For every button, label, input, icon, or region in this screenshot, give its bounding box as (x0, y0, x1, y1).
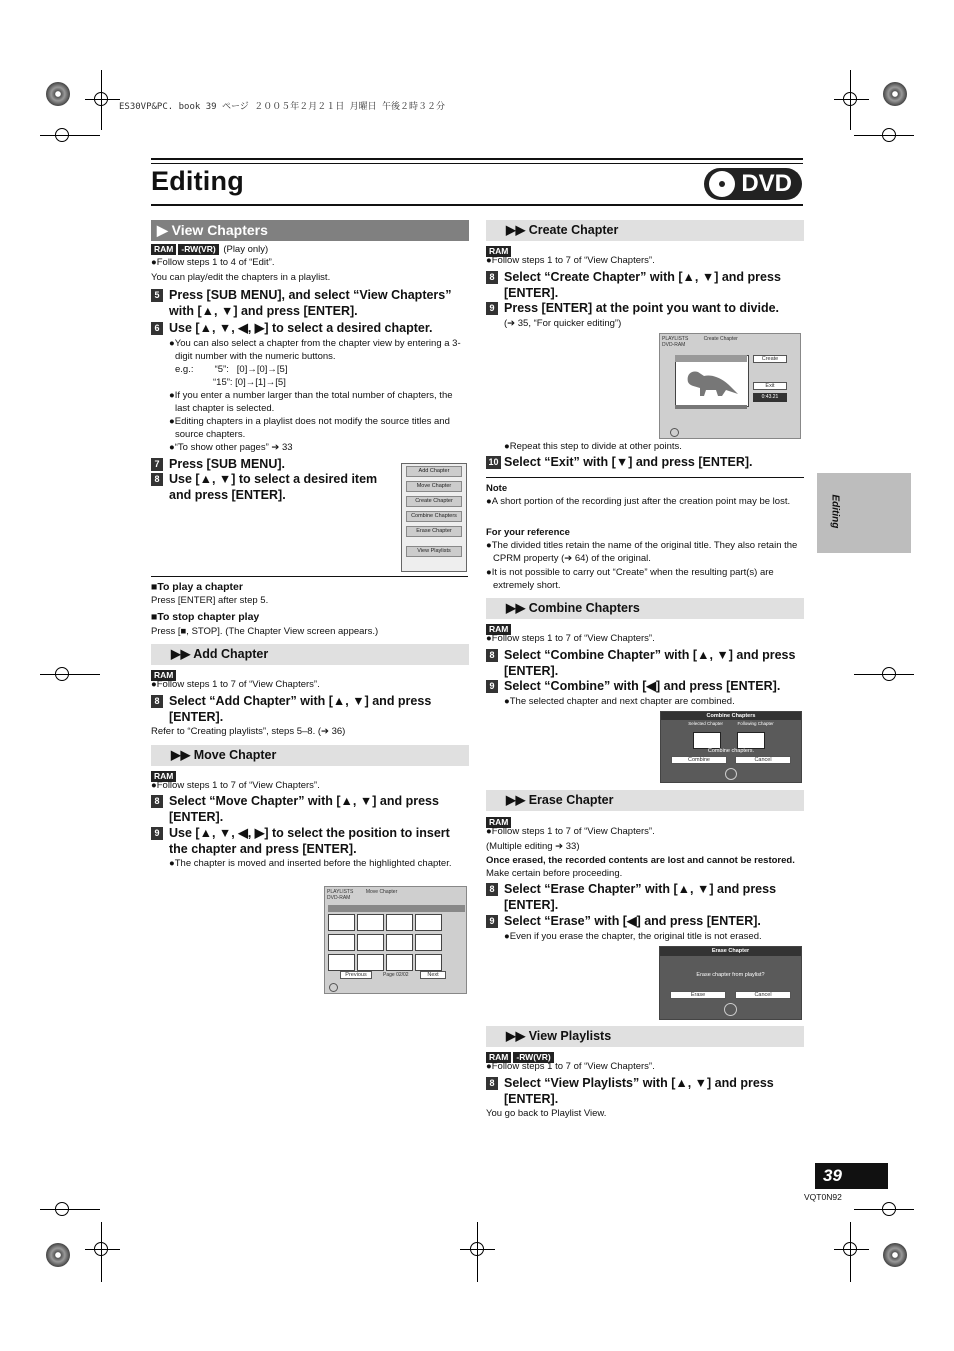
example-line: “15”: [0]→[1]→[5] (213, 377, 286, 388)
step-text: Use [▲, ▼, ◀, ▶] to select a desired chapter. (169, 321, 433, 335)
reference-1: ●The divided titles retain the name of the original title. They also retain the CPRM property (➔ 64) of the original. (486, 540, 798, 564)
step-text: Select “Add Chapter” with [▲, ▼] and press [ENTER]. (169, 694, 432, 724)
stop-chapter-text: Press [■, STOP]. (The Chapter View screen appears.) (151, 626, 379, 637)
reference-head: For your reference (486, 527, 570, 538)
screen-question: Combine chapters. (707, 748, 755, 754)
step-number: 8 (486, 883, 498, 896)
vc-step-8 (151, 472, 396, 503)
step-number: 8 (151, 473, 163, 486)
remote-icon (329, 983, 338, 992)
erase-warning-rest: Make certain before proceeding. (486, 868, 623, 879)
ram-badge: RAM (151, 244, 176, 255)
step-number: 9 (486, 915, 498, 928)
page-number: 39 (823, 1166, 842, 1185)
screen-page: Page 02/02 (383, 972, 409, 978)
step-text: Select “Create Chapter” with [▲, ▼] and press [ENTER]. (504, 270, 781, 300)
remote-icon (724, 1003, 737, 1016)
step-text: Select “Combine Chapter” with [▲, ▼] and press [ENTER]. (504, 648, 796, 678)
step-text: Press [SUB MENU]. (169, 457, 285, 471)
view-chapters-intro: You can play/edit the chapters in a playlist. (151, 272, 331, 283)
dinosaur-icon (682, 364, 740, 398)
create-chapter-ref: (➔ 35, “For quicker editing”) (504, 318, 622, 329)
remote-icon (670, 428, 679, 437)
step-text: Select “Combine” with [◀] and press [ENTER]. (504, 679, 781, 693)
ram-badge: RAM (486, 817, 511, 828)
erase-bullet: ●Even if you erase the chapter, the original title is not erased. (504, 931, 762, 942)
registration-disc-icon (883, 1243, 907, 1267)
erase-chapter-screen (659, 946, 802, 1020)
add-chapter-refer: Refer to “Creating playlists”, steps 5–8. (➔ 36) (151, 726, 346, 737)
step-text: Use [▲, ▼] to select a desired item and press [ENTER]. (169, 472, 378, 502)
step-text: Press [ENTER] at the point you want to divide. (504, 301, 780, 315)
move-step-9 (151, 826, 469, 857)
cancel-button: Cancel (735, 991, 791, 999)
step-text: Use [▲, ▼, ◀, ▶] to select the position to insert the chapter and press [ENTER]. (169, 826, 450, 856)
create-repeat: ●Repeat this step to divide at other points. (504, 441, 682, 452)
note-1: ●A short portion of the recording just after the creation point may be lost. (486, 496, 791, 507)
disc-icon (709, 171, 735, 197)
doc-code: VQT0N92 (804, 1192, 842, 1202)
step-number: 7 (151, 458, 163, 471)
step-number: 8 (486, 649, 498, 662)
create-chapter-heading: ▶▶ Create Chapter (486, 220, 804, 241)
view-playlists-back: You go back to Playlist View. (486, 1108, 607, 1119)
screen-time: 0:43.21 (753, 393, 787, 402)
create-step-9 (486, 301, 804, 317)
step-number: 10 (486, 456, 501, 469)
step-number: 9 (486, 680, 498, 693)
step-text: Press [SUB MENU], and select “View Chapters” with [▲, ▼] and press [ENTER]. (169, 288, 452, 318)
add-step-8 (151, 694, 469, 725)
combine-chapters-heading: ▶▶ Combine Chapters (486, 598, 804, 619)
move-chapter-screen (324, 886, 467, 994)
create-step-8 (486, 270, 804, 301)
menu-item-view-playlists: View Playlists (406, 546, 462, 557)
erase-follow: ●Follow steps 1 to 7 of “View Chapters”. (486, 826, 655, 837)
step-number: 5 (151, 289, 163, 302)
combine-follow: ●Follow steps 1 to 7 of “View Chapters”. (486, 633, 655, 644)
step-number: 9 (486, 302, 498, 315)
step-number: 6 (151, 322, 163, 335)
menu-item-move-chapter: Move Chapter (406, 481, 462, 492)
selected-chapter-label: Selected Chapter (688, 721, 724, 726)
exit-button: Exit (753, 382, 787, 390)
view-chapters-follow: ●Follow steps 1 to 4 of “Edit”. (151, 257, 275, 268)
play-chapter-head: ■To play a chapter (151, 581, 243, 593)
registration-disc-icon (883, 82, 907, 106)
menu-item-create-chapter: Create Chapter (406, 496, 462, 507)
ram-badge: RAM (151, 670, 176, 681)
step-text: Select “Exit” with [▼] and press [ENTER]. (504, 455, 753, 469)
add-chapter-follow: ●Follow steps 1 to 7 of “View Chapters”. (151, 679, 320, 690)
menu-item-combine-chapters: Combine Chapters (406, 511, 462, 522)
registration-disc-icon (46, 82, 70, 106)
ram-badge: RAM (486, 246, 511, 257)
ram-badge: RAM (486, 1052, 511, 1063)
screen-title: Erase Chapter (660, 947, 801, 956)
combine-chapters-screen (660, 711, 802, 783)
step-text: Select “Erase Chapter” with [▲, ▼] and press [ENTER]. (504, 882, 777, 912)
move-step-8 (151, 794, 469, 825)
step-text: Select “Erase” with [◀] and press [ENTER]. (504, 914, 761, 928)
step-text: Select “View Playlists” with [▲, ▼] and press [ENTER]. (504, 1076, 774, 1106)
bullet: ●You can also select a chapter from the chapter view by entering a 3-digit number with the numeric buttons. (169, 338, 461, 362)
step-number: 8 (486, 271, 498, 284)
screen-subtitle: Create Chapter (703, 336, 738, 342)
menu-item-add-chapter: Add Chapter (406, 466, 462, 477)
create-button: Create (753, 355, 787, 363)
erase-multiple: (Multiple editing ➔ 33) (486, 841, 580, 852)
screen-subtitle: Move Chapter (365, 889, 398, 895)
add-chapter-heading: ▶▶ Add Chapter (151, 644, 469, 665)
move-chapter-heading: ▶▶ Move Chapter (151, 745, 469, 766)
create-chapter-screen (659, 333, 801, 439)
step-number: 8 (151, 795, 163, 808)
erase-step-8 (486, 882, 804, 913)
previous-button: Previous (340, 971, 372, 979)
bullet: ●“To show other pages” ➔ 33 (169, 442, 293, 453)
move-chapter-follow: ●Follow steps 1 to 7 of “View Chapters”. (151, 780, 320, 791)
create-step-10 (486, 455, 804, 471)
screen-question: Erase chapter from playlist? (696, 972, 765, 978)
header-file-text: ES30VP&PC. book 39 ページ ２００５年２月２１日 月曜日 午後２時３２分 (119, 102, 446, 112)
stop-chapter-head: ■To stop chapter play (151, 611, 260, 623)
combine-bullet: ●The selected chapter and next chapter are combined. (504, 696, 735, 707)
screen-disc: DVD-RAM (327, 895, 351, 901)
erase-step-9 (486, 914, 804, 930)
step-text: Select “Move Chapter” with [▲, ▼] and press [ENTER]. (169, 794, 439, 824)
example-line: e.g.: “5”: [0]→[0]→[5] (175, 364, 288, 375)
side-tab (817, 473, 911, 553)
rw-badge: -RW(VR) (513, 1052, 553, 1063)
create-chapter-follow: ●Follow steps 1 to 7 of “View Chapters”. (486, 255, 655, 266)
dvd-badge-label: DVD (741, 170, 792, 197)
vc-step-5 (151, 288, 469, 319)
combine-step-9 (486, 679, 804, 695)
following-chapter-label: Following Chapter (737, 721, 774, 726)
step-number: 8 (151, 695, 163, 708)
combine-button: Combine (671, 756, 727, 764)
screen-title: PLAYLISTS (327, 889, 354, 895)
screen-disc: DVD-RAM (662, 342, 686, 348)
side-tab-label: Editing (829, 494, 841, 529)
next-button: Next (420, 971, 446, 979)
ram-badge: RAM (151, 771, 176, 782)
erase-chapter-heading: ▶▶ Erase Chapter (486, 790, 804, 811)
note-head: Note (486, 483, 508, 494)
bullet: ●Editing chapters in a playlist does not modify the source titles and source chapters. (169, 416, 450, 440)
registration-disc-icon (46, 1243, 70, 1267)
view-chapters-badges (151, 243, 268, 256)
bullet: ●If you enter a number larger than the total number of chapters, the last chapter is selected. (169, 390, 453, 414)
view-playlists-follow: ●Follow steps 1 to 7 of “View Chapters”. (486, 1061, 655, 1072)
view-playlists-heading: ▶▶ View Playlists (486, 1026, 804, 1047)
play-chapter-text: Press [ENTER] after step 5. (151, 595, 269, 606)
view-playlists-step-8 (486, 1076, 804, 1107)
ram-badge: RAM (486, 624, 511, 635)
menu-item-erase-chapter: Erase Chapter (406, 526, 462, 537)
move-chapter-bullet: ●The chapter is moved and inserted before the highlighted chapter. (169, 858, 452, 869)
dvd-badge (704, 168, 802, 200)
reference-2: ●It is not possible to carry out “Create” when the resulting part(s) are extremely short. (486, 567, 774, 591)
cancel-button: Cancel (735, 756, 791, 764)
vc-step-7 (151, 457, 391, 473)
page-title: Editing (151, 166, 244, 196)
remote-icon (725, 768, 737, 780)
sub-menu-screen (401, 463, 467, 572)
page-number-box (815, 1163, 888, 1189)
view-chapters-heading: ▶ View Chapters (151, 220, 469, 241)
combine-step-8 (486, 648, 804, 679)
vc-bullets (169, 337, 466, 454)
step-number: 8 (486, 1077, 498, 1090)
rw-badge: -RW(VR) (178, 244, 218, 255)
vc-step-6 (151, 321, 469, 337)
erase-button: Erase (670, 991, 726, 999)
erase-warning (486, 854, 804, 880)
screen-title: PLAYLISTS (662, 336, 689, 342)
play-only-label: (Play only) (223, 244, 269, 255)
screen-title: Combine Chapters (661, 712, 801, 720)
step-number: 9 (151, 827, 163, 840)
erase-warning-bold: Once erased, the recorded contents are lost and cannot be restored. (486, 855, 795, 866)
